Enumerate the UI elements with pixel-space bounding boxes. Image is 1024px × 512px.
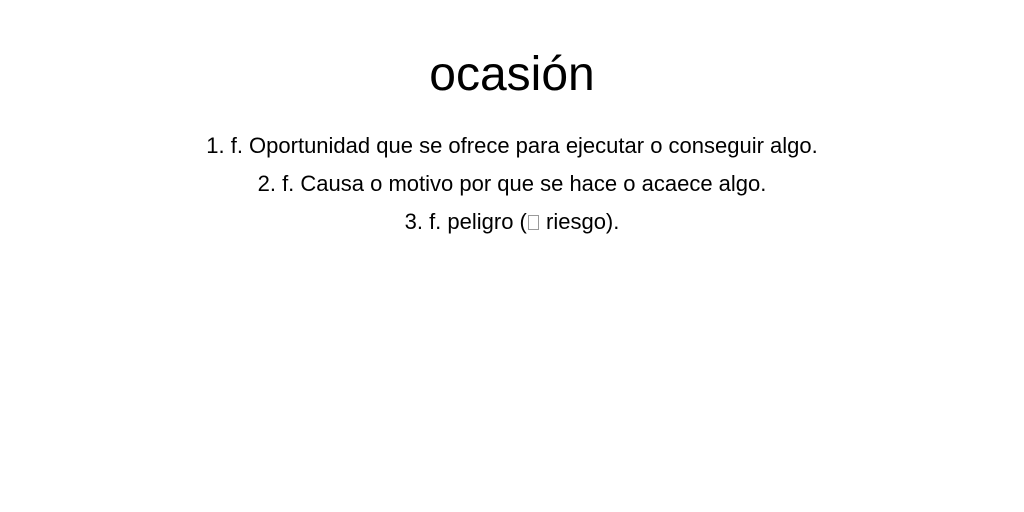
definition-1: 1. f. Oportunidad que se ofrece para ejecutar o conseguir algo. (206, 133, 818, 158)
entry-word: ocasión (429, 48, 595, 101)
definition-3-prefix: 3. f. peligro ( (404, 209, 527, 234)
definition-2: 2. f. Causa o motivo por que se hace o acaece algo. (257, 171, 767, 196)
definitions-list (0, 127, 1024, 241)
definition-3 (0, 203, 1024, 241)
missing-glyph-icon (528, 215, 539, 230)
definition-3-suffix: riesgo). (539, 209, 620, 234)
